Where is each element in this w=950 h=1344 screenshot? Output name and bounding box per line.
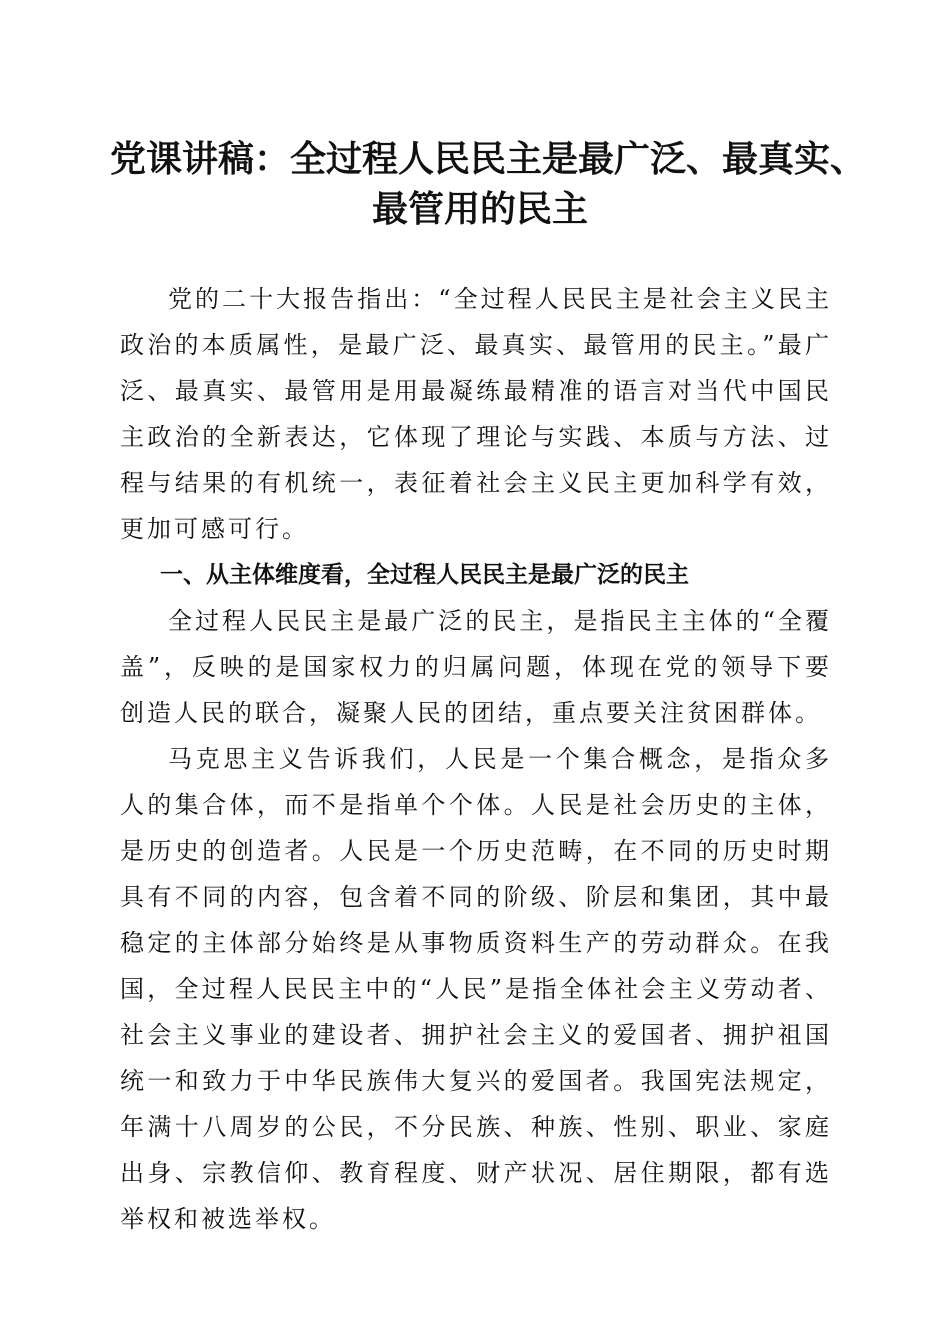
- document-body: [120, 276, 832, 1242]
- document-title: [110, 134, 867, 234]
- intro-paragraph: 党的二十大报告指出：“全过程人民民主是社会主义民主政治的本质属性，是最广泛、最真实、最管用的民主。”最广泛、最真实、最管用是用最凝练最精准的语言对当代中国民主政治的全新表达，它体现了理论与实践、本质与方法、过程与结果的有机统一，表征着社会主义民主更加科学有效，更加可感可行。: [120, 285, 832, 543]
- title-line-2: 最管用的民主: [371, 188, 588, 230]
- body-paragraph: 马克思主义告诉我们，人民是一个集合概念，是指众多人的集合体，而不是指单个个体。人民是社会历史的主体，是历史的创造者。人民是一个历史范畴，在不同的历史时期具有不同的内容，包含着不同的阶级、阶层和集团，其中最稳定的主体部分始终是从事物质资料生产的劳动群众。在我国，全过程人民民主中的“人民”是指全体社会主义劳动者、社会主义事业的建设者、拥护社会主义的爱国者、拥护祖国统一和致力于中华民族伟大复兴的爱国者。我国宪法规定，年满十八周岁的公民，不分民族、种族、性别、职业、家庭出身、宗教信仰、教育程度、财产状况、居住期限，都有选举权和被选举权。: [120, 745, 832, 1233]
- title-line-1: 党课讲稿：全过程人民民主是最广泛、最真实、: [110, 138, 867, 180]
- section-heading: 一、从主体维度看，全过程人民民主是最广泛的民主: [160, 562, 689, 588]
- body-paragraph: 全过程人民民主是最广泛的民主，是指民主主体的“全覆盖”，反映的是国家权力的归属问题，体现在党的领导下要创造人民的联合，凝聚人民的团结，重点要关注贫困群体。: [120, 607, 832, 727]
